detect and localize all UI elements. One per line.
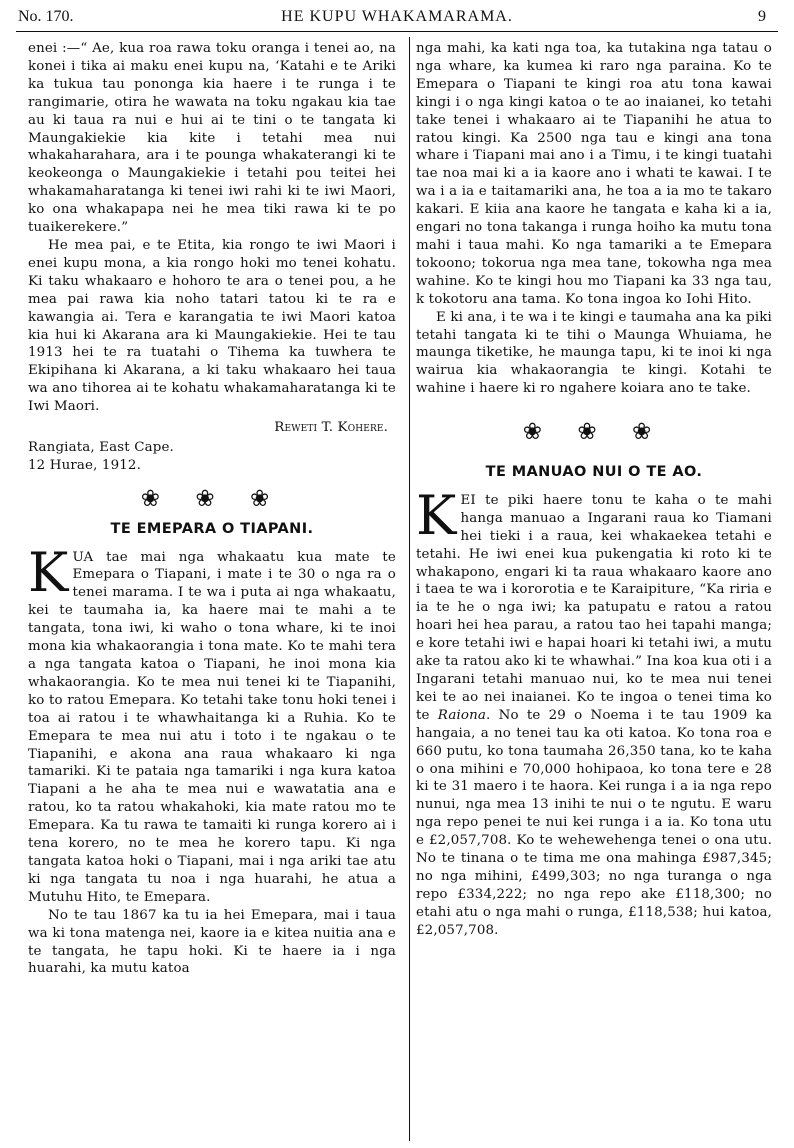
running-title: HE KUPU WHAKAMARAMA. [281, 8, 513, 25]
flower-ornament-icon: ❀ ❀ ❀ [522, 419, 666, 446]
manuao-paragraph [416, 483, 772, 940]
manuao-text: EI te piki haere tonu te kaha o te mahi hanga manuao a Ingarani raua ko Tiamani hei tieki i a raua, kei whakaekea tetahi e tetahi. He iwi enei kua pukengatia ki roto ki te whakapono, engari ki ta raua whakaaro kaore ano i taea te wa i kororotia e te Karaipiture, “Ka riria e ia te he o nga iwi; ka patupatu e ratou a ratou hoari hei hea parau, a ratou tao hei tapahi manga; e kore tetahi iwi e hapai hoari ki tetahi iwi, a mutu ake ta ratou ako ki te whawhai.” Ina koa kua oti i a Ingarani tetahi manuao nui, ko te mea nui tenei kei te ao nei inaianei. Ko te ingoa o tenei tima ko te [416, 492, 772, 723]
issue-number: No. 170. [18, 8, 74, 25]
flower-ornament-icon: ❀ ❀ ❀ [140, 485, 284, 512]
right-column [416, 40, 772, 940]
column-divider [409, 37, 410, 1141]
letter-signature: Reweti T. Kohere. [274, 420, 388, 436]
emepara-paragraph-1 [28, 540, 396, 907]
emepara-continued-2: E ki ana, i te wa i te kingi e taumaha ana ka piki tetahi tangata ki te tihi o Maunga Whuiama, he maunga tiketike, he maunga tapu, ki te inoi ki nga wairua kia whakaorangia te kingi. Kotahi te wahine i haere ki ro ngahere koiara ano te take. [416, 309, 772, 397]
ship-name: Raiona [437, 707, 487, 723]
article-title-emepara: TE EMEPARA O TIAPANI. [110, 520, 314, 537]
letter-paragraph-2: He mea pai, e te Etita, kia rongo te iwi Maori i enei kupu mona, a kia rongo hoki mo tenei kohatu. Ki taku whakaaro e hohoro te ara o tenei pou, a he mea pai rawa kia noho tatari tatou ki te ra e kawangia ai. Tera e karangatia te iwi Maori katoa kia hui ki Akarana ara ki Maungakiekie. Hei te tau 1913 hei te ra tuatahi o Tihema ka tuwhera te Ekipihana ki Akarana, a ki taku whakaaro hei taua wa ano tihorea ai te kohatu whakamaharatanga ki te Iwi Maori. [28, 237, 396, 415]
letter-place: Rangiata, East Cape. [28, 439, 174, 455]
emepara-continued-1: nga mahi, ka kati nga toa, ka tutakina nga tatau o nga whare, ka kumea ki raro nga paraina. Ko te Emepara o Tiapani te kingi roa atu tona kawai kingi i o nga kingi katoa o te ao inaianei, ko tetahi take tenei i whakaaro ai te Tiapanihi he atua to ratou kingi. Ka 2500 nga tau e kingi ana tona whare i Tiapani mai ano i a Timu, i te kingi tuatahi tae noa mai ki a ia kaore ano i whati te kawai. I te wa i a ia e taitamariki ana, he toa a ia mo te takaro kakari. E kiia ana kaore he tangata e kaha ki a ia, engari no tona takanga i runga hoiho ka mutu tona mahi i taua mahi. Ko nga tamariki a te Emepara tokoono; tokorua nga mea tane, tokowha nga mea wahine. Ko te kingi hou mo Tiapani ka 33 nga tau, k tokotoru ana tama. Ko tona ingoa ko Iohi Hito. [416, 41, 772, 307]
emepara-text-1: UA tae mai nga whakaatu kua mate te Emepara o Tiapani, i mate i te 30 o nga ra o tenei marama. I te wa i puta ai nga whakaatu, kei te taumaha ia, ka haere mai te mahi a te tangata, tona iwi, ki waho o tona whare, ki te inoi mona kia whakaorangia i tona mate. Ko te mahi tera a nga tangata katoa o Tiapani, he inoi mona kia whakaorangia. Ko te mea nui tenei ki te Tiapanihi, ko to ratou Emepara. Ko tetahi take tonu hoki tenei i toa ai ratou i te whawhaitanga ki a Ruhia. Ko te Emepara te mea nui atu i toto i te ngakau o te Tiapanihi, e akona ana raua whakaaro ki nga tamariki. Ki te pataia nga tamariki i nga kura katoa Tiapani a he aha te mea nui e wawatatia ana e ratou, ko ta ratou whakahoki, kia mate ratou mo te Emepara. Ka tu rawa te tamaiti ki runga korero ai i tena korero, no te mea he korero tapu. Ki nga tangata katoa hoki o Tiapani, mai i nga ariki tae atu ki nga tangata tu noa i nga huarahi, he atua a Mutuhu Hito, te Emepara. [28, 549, 396, 905]
article-title-manuao: TE MANUAO NUI O TE AO. [485, 464, 703, 481]
drop-cap: K [416, 483, 457, 547]
header-rule [16, 31, 778, 32]
page-number: 9 [758, 8, 766, 25]
letter-paragraph-1: enei :—“ Ae, kua roa rawa toku oranga i tenei ao, na konei i tika ai maku enei kupu na, ‘Katahi e te Ariki ka tukua tau pononga kia haere i te runga i te rangimarie, otira he wawata na toku ngakau kia tae au ki taua ra nui e hui ai te tini o te tangata ki Maungakiekie kia kite i tetahi mea nui whakaharahara, ara i te pounga whakaterangi ki te keokeonga o Maungakiekie i tetahi pou teitei hei whakamaharatanga ki tenei iwi rahi ki te iwi Maori, ko ona whakapapa nei he mea tiki rawa ki te po tuaikerekere.” [28, 41, 396, 236]
letter-date: 12 Hurae, 1912. [28, 457, 142, 473]
drop-cap: K [28, 540, 69, 604]
manuao-text-end: . No te 29 o Noema i te tau 1909 ka hangaia, a no tenei tau ka oti katoa. Ko tona roa e 660 putu, ko tona taumaha 26,350 tana, ko te kaha o ona mihini e 70,000 hohipaoa, ko tona tere e 28 ki te 31 maero i te haora. Kei runga i a ia nga repo nunui, nga mea 13 inihi te nui o te ngutu. E waru nga repo penei te nui kei runga i a ia. Ko tona utu e £2,057,708. Ko te wehewehenga tenei o ona utu. No te tinana o te tima me ona mahinga £987,345; no nga mihini, £499,303; no nga turanga o nga repo £334,222; no nga repo ake £118,300; no etahi atu o nga mahi o runga, £118,538; hui katoa, £2,057,708. [416, 707, 772, 938]
emepara-paragraph-2: No te tau 1867 ka tu ia hei Emepara, mai i taua wa ki tona matenga nei, kaore ia e kitea nuitia ana e te tangata, he tapu hoki. Ki te haere ia i nga huarahi, ka mutu katoa [28, 907, 396, 977]
left-column [28, 40, 396, 978]
